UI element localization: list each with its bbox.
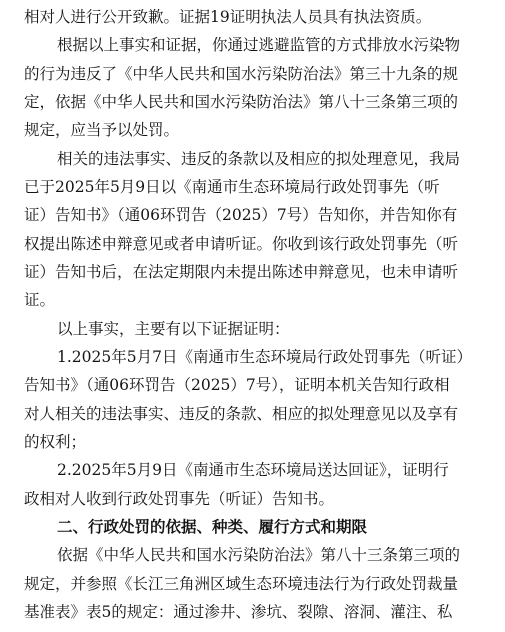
evidence-item-first-line: 1.2025年5月7日《南通市生态环境局行政处罚事先（听证） [57,348,472,366]
text-line: 的行为违反了《中华人民共和国水污染防治法》第三十九条的规 [24,64,459,83]
text-line: 证）告知书》（通06环罚告（2025）7号）告知你，并告知你有 [24,206,458,225]
paragraph-first-line: 根据以上事实和证据，你通过逃避监管的方式排放水污染物 [57,36,461,55]
section-heading: 二、行政处罚的依据、种类、履行方式和期限 [57,518,368,536]
text-line: 规定，应当予以处罚。 [24,121,180,140]
text-line: 证。 [24,291,56,310]
text-line: 权提出陈述申辩意见或者申请听证。你收到该行政处罚事先（听 [24,234,459,253]
text-line: 定，依据《中华人民共和国水污染防治法》第八十三条第三项的 [24,93,459,111]
text-line: 告知书》（通06环罚告（2025）7号），证明本机关告知行政相 [24,376,450,395]
text-line: 基准表》表5的规定：通过渗井、渗坑、裂隙、溶洞、灌注、私 [24,603,453,621]
paragraph-first-line: 依据《中华人民共和国水污染防治法》第八十三条第三项的 [57,546,461,565]
text-line: 相对人进行公开致歉。证据19证明执法人员具有执法资质。 [24,8,432,26]
paragraph-first-line: 相关的违法事实、违反的条款以及相应的拟处理意见，我局 [57,149,461,168]
text-line: 已于2025年5月9日以《南通市生态环境局行政处罚事先（听 [24,178,440,196]
text-line: 政相对人收到行政处罚事先（听证）告知书。 [24,489,335,508]
text-line: 对人相关的违法事实、违反的条款、相应的拟处理意见以及享有 [24,404,459,423]
paragraph-first-line: 以上事实，主要有以下证据证明： [57,319,290,338]
text-line: 证）告知书后，在法定期限内未提出陈述申辩意见，也未申请听 [24,263,459,281]
text-line: 的权利； [24,433,87,451]
evidence-item-first-line: 2.2025年5月9日《南通市生态环境局送达回证》，证明行 [57,461,449,480]
text-line: 规定，并参照《长江三角洲区域生态环境违法行为行政处罚裁量 [24,574,459,593]
